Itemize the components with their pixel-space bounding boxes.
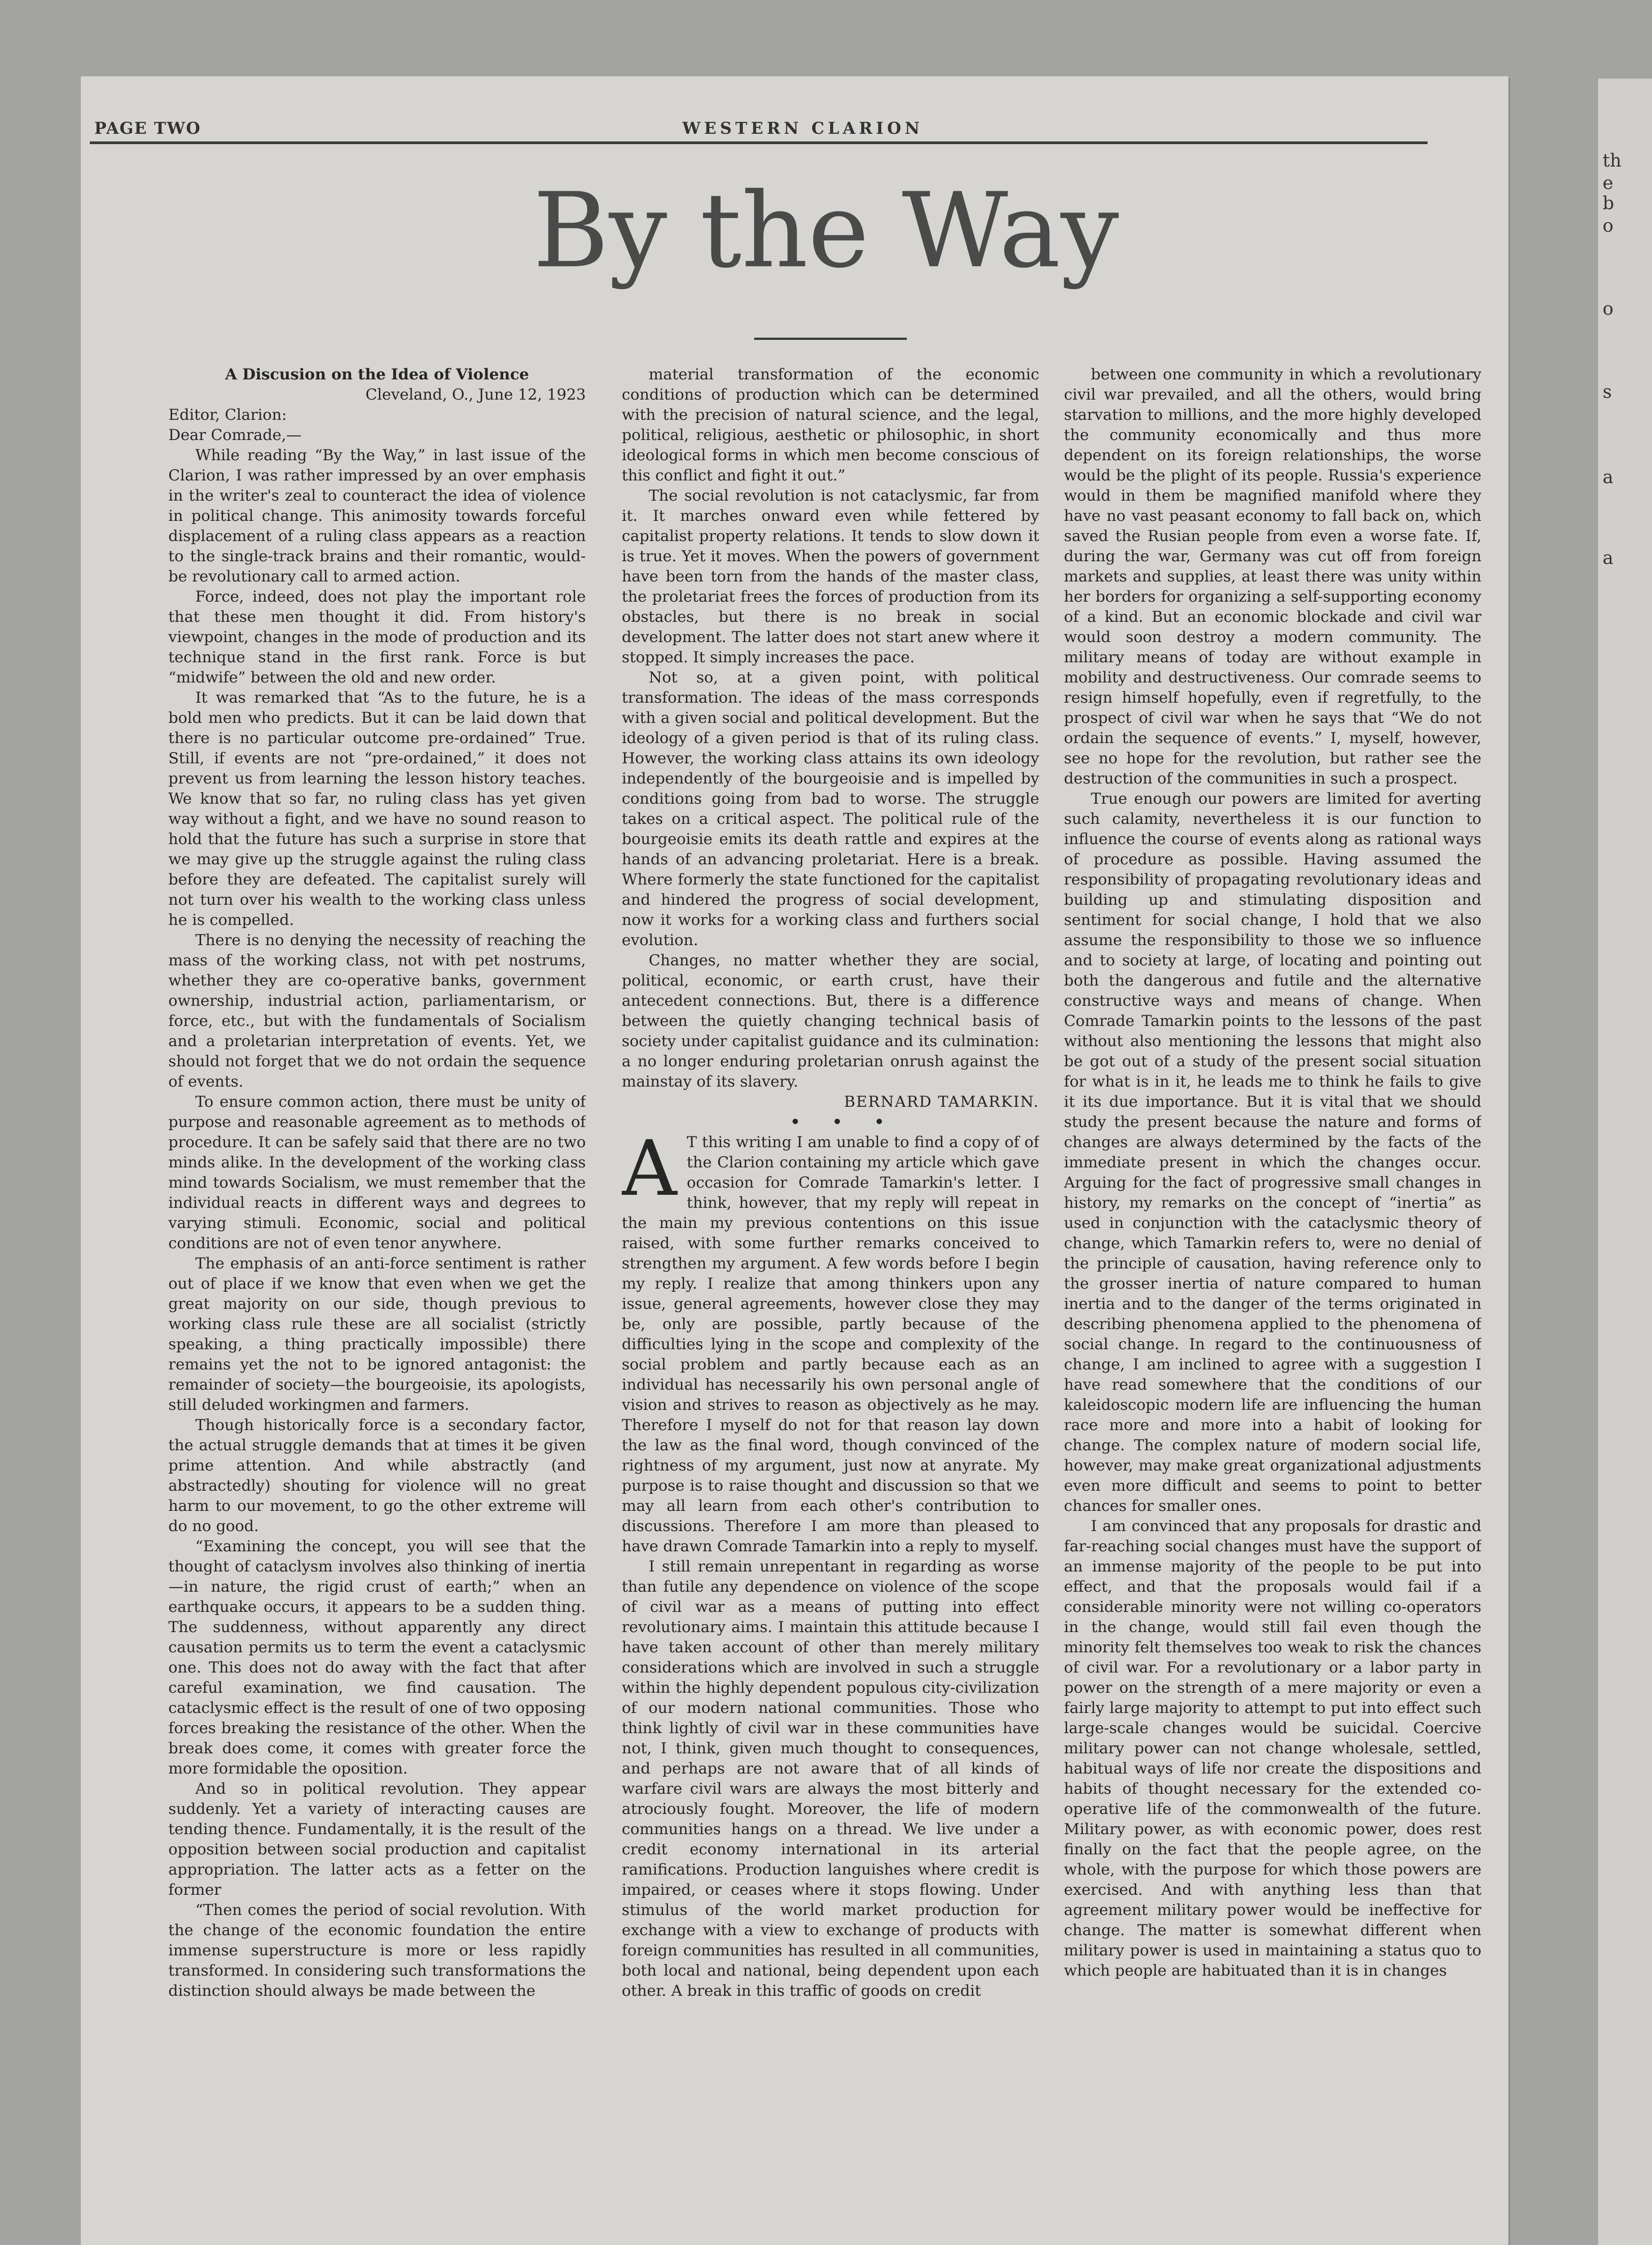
adjacent-page-text-fragment: b (1603, 193, 1614, 214)
letter-paragraph: It was remarked that “As to the future, he is a bold men who predicts. But it can be laid down that there is no particular outcome pre-ordained” True. Still, if events are not “pre-ordained,” it does not prevent us from learning the lesson history teaches. We know that so far, no ruling class has yet given way without a fight, and we have no sound reason to hold that the future has such a surprise in store that we may give up the struggle against the ruling class before they are defeated. The capitalist surely will not turn over his wealth to the working class unless he is compelled. (168, 689, 586, 929)
page-folio: PAGE TWO (94, 119, 201, 138)
reply-paragraph (622, 1124, 1039, 1557)
section-separator: • • • (790, 1113, 898, 1131)
page-headline: By the Way (533, 171, 1119, 291)
letter-paragraph: Force, indeed, does not play the important role that these men thought it did. From history's viewpoint, changes in the mode of production and its technique stand in the first rank. Force is but “midwife” between the old and new order. (168, 588, 586, 687)
adjacent-page-text-fragment: e (1603, 173, 1613, 194)
adjacent-page-text-fragment: o (1603, 299, 1614, 319)
reply-paragraph: between one community in which a revolutionary civil war prevailed, and all the others, would bring starvation to millions, and the more highly developed the community economically and thus more dependent on its foreign relationships, the worse would be the plight of its people. Russia's experience would in them be magnified manifold where they have no vast peasant economy to fall back on, which saved the Rusian people from even a worse fate. If, during the war, Germany was cut off from foreign markets and supplies, at least there was unity within her borders for organizing a self-supporting economy of a kind. But an economic blockade and civil war would soon destroy a modern community. The military means of today are without example in mobility and destructiveness. Our comrade seems to resign himself hopefully, even if regretfully, to the prospect of civil war when he says that “We do not ordain the sequence of events.” I, myself, however, see no hope for the revolution, but rather see the destruction of the communities in such a prospect. (1064, 365, 1481, 788)
letter-body-column-2 (622, 365, 1039, 1092)
reply-paragraph: True enough our powers are limited for averting such calamity, nevertheless it is our function to influence the course of events along as rational ways of procedure as possible. Having assumed the responsibility of propagating revolutionary ideas and building up and stimulating disposition and sentiment for social change, I hold that we also assume the responsibility to those we so influence and to society at large, of locating and pointing out both the dangerous and futile and the alternative constructive ways and means of change. When Comrade Tamarkin points to the lessons of the past without also mentioning the lessons that might also be got out of a study of the present social situation for what is in it, he leads me to think he fails to give it its due importance. But it is vital that we should study the present because the nature and forms of changes are always determined by the facts of the immediate present in which the changes occur. Arguing for the fact of progressive small changes in history, my remarks on the concept of “inertia” as used in conjunction with the cataclysmic theory of change, which Tamarkin refers to, were no denial of the principle of causation, having reference only to the grosser inertia of nature compared to human inertia and to the danger of the terms originated in describing phenomena applied to the phenomena of social change. In regard to the continuousness of change, I am inclined to agree with a suggestion I have read somewhere that the conditions of our kaleidoscopic modern life are influencing the human race more and more into a habit of looking for change. The complex nature of modern social life, however, may make great organizational adjustments even more difficult and seems to point to better chances for smaller ones. (1064, 790, 1481, 1515)
drop-cap: A (622, 1124, 677, 1213)
letter-paragraph: “Examining the concept, you will see that the thought of cataclysm involves also thinking of inertia—in nature, the rigid crust of earth;” when an earthquake occurs, it appears to be a sudden thing. The suddenness, without apparently any direct causation permits us to term the event a cataclysmic one. This does not do away with the fact that after careful examination, we find causation. The cataclysmic effect is the result of one of two opposing forces breaking the resistance of the other. When the break does come, it comes with greater force the more formidable the oposition. (168, 1537, 586, 1778)
reply-paragraph: I still remain unrepentant in regarding as worse than futile any dependence on violence of the scope of civil war as a means of putting into effect revolutionary aims. I maintain this attitude because I have taken account of other than merely military considerations which are involved in such a struggle within the highly dependent populous city-civilization of our modern national communities. Those who think lightly of civil war in these communities have not, I think, given much thought to consequences, and perhaps are not aware that of all kinds of warfare civil wars are always the most bitterly and atrociously fought. Moreover, the life of modern communities hangs on a thread. We live under a credit economy international in its arterial ramifications. Production languishes where credit is impaired, or ceases where it stops flowing. Under stimulus of the world market production for exchange with a view to exchange of products with foreign communities has resulted in all communities, both local and national, being dependent upon each other. A break in this traffic of goods on credit (622, 1558, 1039, 2000)
letter-paragraph: There is no denying the necessity of reaching the mass of the working class, not with pet nostrums, whether they are co-operative banks, government ownership, industrial action, parliamentarism, or force, etc., but with the fundamentals of Socialism and a proletarian interpretation of events. Yet, we should not forget that we do not ordain the sequence of events. (168, 931, 586, 1091)
letter-paragraph: The emphasis of an anti-force sentiment is rather out of place if we know that even when we get the great majority on our side, though previous to working class rule these are all socialist (strictly speaking, a thing practically impossible) there remains yet the not to be ignored antagonist: the remainder of society—the bourgeoisie, its apologists, still deluded workingmen and farmers. (168, 1255, 586, 1414)
letter-paragraph: Changes, no matter whether they are social, political, economic, or earth crust, have their antecedent connections. But, there is a difference between the quietly changing technical basis of society under capitalist guidance and its culmination: a no longer enduring proletarian onrush against the mainstay of its slavery. (622, 951, 1039, 1091)
adjacent-page-text-fragment: a (1603, 548, 1613, 568)
letter-paragraph: Not so, at a given point, with political transformation. The ideas of the mass corresponds with a given social and political development. But the ideology of a given period is that of its ruling class. However, the working class attains its own ideology independently of the bourgeoisie and is impelled by conditions going from bad to worse. The struggle takes on a critical aspect. The political rule of the bourgeoisie emits its death rattle and expires at the hands of an advancing proletariat. Here is a break. Where formerly the state functioned for the capitalist and hindered the progress of social development, now it works for a working class and furthers social evolution. (622, 669, 1039, 949)
letter-paragraph: While reading “By the Way,” in last issue of the Clarion, I was rather impressed by an over emphasis in the writer's zeal to counteract the idea of violence in political change. This animosity towards forceful displacement of a ruling class appears as a reaction to the single-track brains and their romantic, would-be revolutionary call to armed action. (168, 446, 586, 585)
letter-title: A Discusion on the Idea of Violence (225, 365, 529, 383)
reply-paragraph: I am convinced that any proposals for drastic and far-reaching social changes must have the support of an immense majority of the people to be put into effect, and that the proposals would fail if a considerable minority were not willing co-operators in the change, would still fail even though the minority felt themselves too weak to risk the chances of civil war. For a revolutionary or a labor party in power on the strength of a mere majority or even a fairly large majority to attempt to put into effect such large-scale changes would be suicidal. Coercive military power can not change wholesale, settled, habitual ways of life nor create the dispositions and habits of thought necessary for the extended co-operative life of the commonwealth of the future. Military power, as with economic power, does rest finally on the fact that the people agree, on the whole, with the purpose for which those powers are exercised. And with anything less than that agreement military power would be ineffective for change. The matter is somewhat different when military power is used in maintaining a status quo to which people are habituated than it is in changes (1064, 1517, 1481, 1980)
adjacent-page-edge (1598, 79, 1652, 2245)
article-column-2 (622, 365, 1039, 2161)
letter-paragraph: “Then comes the period of social revolution. With the change of the economic foundation the entire immense superstructure is more or less rapidly transformed. In considering such transformations the distinction should always be made between the (168, 1901, 586, 2000)
reply-paragraph-text: T this writing I am unable to find a copy of of the Clarion containing my article which gave occasion for Comrade Tamarkin's letter. I think, however, that my reply will repeat in the main my previous contentions on this issue raised, with some further remarks conceived to strengthen my argument. A few words before I begin my reply. I realize that among thinkers upon any issue, general agreements, however close they may be, only are possible, partly because of the difficulties lying in the scope and complexity of the social problem and partly because each as an individual has necessarily his own personal angle of vision and strives to reason as objectively as he may. Therefore I myself do not for that reason lay down the law as the final word, though convinced of the rightness of my argument, just now at anyrate. My purpose is to raise thought and discussion so that we may all learn from each other's contribution to discussions. Therefore I am more than pleased to have drawn Comrade Tamarkin into a reply to myself. (622, 1133, 1039, 1555)
headline-rule (754, 338, 907, 340)
adjacent-page-text-fragment: th (1603, 150, 1621, 171)
letter-signature: BERNARD TAMARKIN. (844, 1093, 1039, 1111)
letter-paragraph: To ensure common action, there must be unity of purpose and reasonable agreement as to methods of procedure. It can be safely said that there are no two minds alike. In the development of the working class mind towards Socialism, we must remember that the individual reacts in different ways and degrees to varying stimuli. Economic, social and political conditions are not of even tenor anywhere. (168, 1093, 586, 1252)
letter-paragraph: material transformation of the economic conditions of production which can be determined with the precision of natural science, and the legal, political, religious, aesthetic or philosophic, in short ideological forms in which men become conscious of this conflict and fight it out.” (622, 365, 1039, 484)
letter-paragraph: And so in political revolution. They appear suddenly. Yet a variety of interacting causes are tending thence. Fundamentally, it is the result of the opposition between social production and capitalist appropriation. The latter acts as a fetter on the former (168, 1780, 586, 1899)
letter-dateline: Cleveland, O., June 12, 1923 (365, 386, 586, 404)
header-rule (90, 141, 1428, 144)
reply-body-column-3 (1064, 365, 1481, 1981)
letter-greeting: Dear Comrade,— (168, 426, 302, 444)
letter-paragraph: Though historically force is a secondary factor, the actual struggle demands that at times it be given prime attention. And while abstractly (and abstractedly) shouting for violence will no great harm to our movement, to go the other extreme will do no good. (168, 1416, 586, 1535)
letter-salutation: Editor, Clarion: (168, 406, 287, 424)
article-column-3 (1064, 365, 1481, 2161)
adjacent-page-text-fragment: a (1603, 467, 1613, 488)
reply-body-column-2 (622, 1124, 1039, 2001)
adjacent-page-text-fragment: o (1603, 216, 1614, 236)
adjacent-page-text-fragment: s (1603, 382, 1612, 402)
running-head: WESTERN CLARION (682, 119, 923, 138)
letter-paragraph: The social revolution is not cataclysmic, far from it. It marches onward even while fettered by capitalist property relations. It tends to slow down it is true. Yet it moves. When the powers of government have been torn from the hands of the master class, the proletariat frees the forces of production from its obstacles, but there is no break in social development. The latter does not start anew where it stopped. It simply increases the pace. (622, 487, 1039, 666)
letter-body-column-1 (168, 445, 586, 2001)
article-column-1 (168, 365, 586, 2161)
